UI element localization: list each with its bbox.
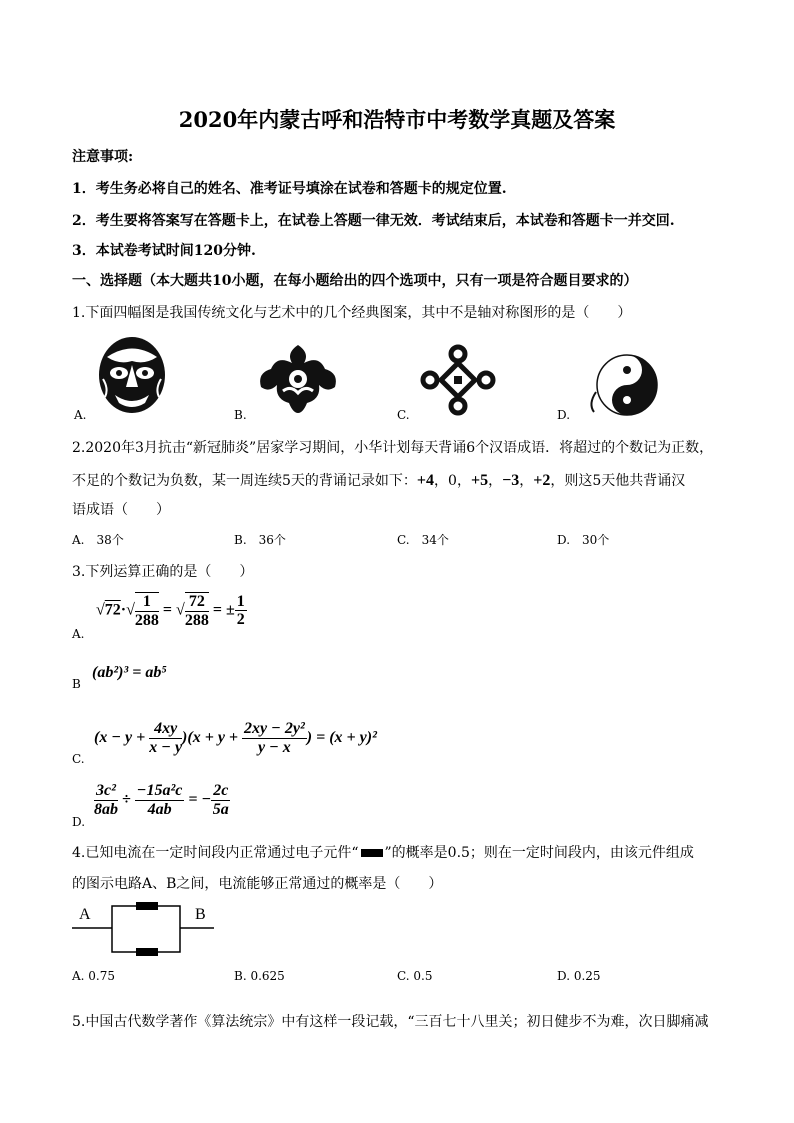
- q2-record-3: +5: [470, 472, 489, 489]
- q2-record-2: 0: [448, 473, 457, 489]
- q1-label-b: B.: [234, 408, 247, 422]
- resistor-icon: [361, 849, 383, 857]
- notice-item-1: 1．考生务必将自己的姓名、准考证号填涂在试卷和答题卡的规定位置.: [72, 181, 507, 197]
- q3-option-d-expr: $\frac{\text{3c²}}{8ab}$ ÷ $\frac{\text{−15a²c}}{4ab}$ = − $\frac{2c}{5a}$: [94, 782, 229, 818]
- q1-label-c: C.: [397, 408, 410, 422]
- q3-option-b-expr: (ab²)³ = ab⁵: [92, 664, 167, 681]
- question-2-line-1: 2.2020年3月抗击“新冠肺炎”居家学习期间，小华计划每天背诵6个汉语成语．将超过的个数记为正数，: [72, 440, 714, 456]
- q2-option-a: A. 38个: [72, 533, 124, 547]
- q2-record-5: +2: [533, 472, 551, 489]
- q4-option-c: C. 0.5: [397, 969, 433, 983]
- cloud-pattern-icon: [255, 343, 341, 415]
- notice-heading: 注意事项:: [72, 149, 134, 165]
- q2-line2-intro: 不足的个数记为负数，某一周连续5天的背诵记录如下：: [72, 473, 417, 489]
- yin-yang-icon: [582, 352, 662, 418]
- opera-mask-icon: [95, 335, 170, 417]
- q4-option-b: B. 0.625: [234, 969, 285, 983]
- question-3-text: 3.下列运算正确的是（ ）: [72, 564, 254, 580]
- q3-option-c-expr: (x − y + $\frac{4xy}{x - y}$ )(x + y + $\frac{\text{2xy − 2y²}}{y - x}$ ) = (x + y)²: [94, 720, 377, 756]
- notice-item-3: 3．本试卷考试时间120分钟.: [72, 243, 256, 259]
- q4-line1-start: 4.已知电流在一定时间段内正常通过电子元件“: [72, 845, 359, 861]
- q2-option-b: B. 36个: [234, 533, 286, 547]
- q2-line2-tail: ，则这5天他共背诵汉: [550, 473, 686, 489]
- question-2-line-3: 语成语（ ）: [72, 502, 170, 518]
- q3-label-c: C.: [72, 752, 85, 766]
- q1-label-d: D.: [557, 408, 571, 422]
- notice-item-2: 2．考生要将答案写在答题卡上，在试卷上答题一律无效．考试结束后，本试卷和答题卡一并交回.: [72, 213, 675, 229]
- q1-label-a: A.: [74, 408, 87, 422]
- q4-option-a: A. 0.75: [72, 969, 116, 983]
- q4-option-d: D. 0.25: [557, 969, 601, 983]
- circuit-label-b: B: [195, 906, 206, 923]
- question-2-line-2: 不足的个数记为负数，某一周连续5天的背诵记录如下：+4，0，+5，−3，+2，则这5天他共背诵汉: [72, 472, 686, 489]
- q3-label-b: B: [72, 677, 81, 691]
- question-1-text: 1.下面四幅图是我国传统文化与艺术中的几个经典图案，其中不是轴对称图形的是（ ）: [72, 305, 632, 321]
- q2-option-c: C. 34个: [397, 533, 449, 547]
- section-heading: 一、选择题（本大题共10小题，在每小题给出的四个选项中，只有一项是符合题目要求的）: [72, 273, 638, 289]
- q2-option-d: D. 30个: [557, 533, 610, 547]
- question-4-line-1: [72, 842, 694, 862]
- q2-record-4: −3: [502, 472, 520, 489]
- circuit-label-a: A: [79, 906, 91, 923]
- question-5-text: 5.中国古代数学著作《算法统宗》中有这样一段记载，“三百七十八里关；初日健步不为难，次日脚痛减: [72, 1014, 709, 1030]
- question-4-line-2: 的图示电路A、B之间，电流能够正常通过的概率是（ ）: [72, 876, 443, 892]
- q2-record-1: +4: [416, 472, 435, 489]
- q4-line1-end: ”的概率是0.5；则在一定时间段内，由该元件组成: [384, 845, 694, 861]
- knot-pattern-icon: [420, 344, 496, 416]
- q3-option-a-expr: √72·√ $\frac{1}{288}$ = √ $\frac{72}{288}$ = ± $\frac{1}{2}$: [96, 592, 245, 629]
- q3-label-a: A.: [72, 627, 85, 641]
- page-title: 2020年内蒙古呼和浩特市中考数学真题及答案: [178, 107, 616, 132]
- q3-label-d: D.: [72, 815, 86, 829]
